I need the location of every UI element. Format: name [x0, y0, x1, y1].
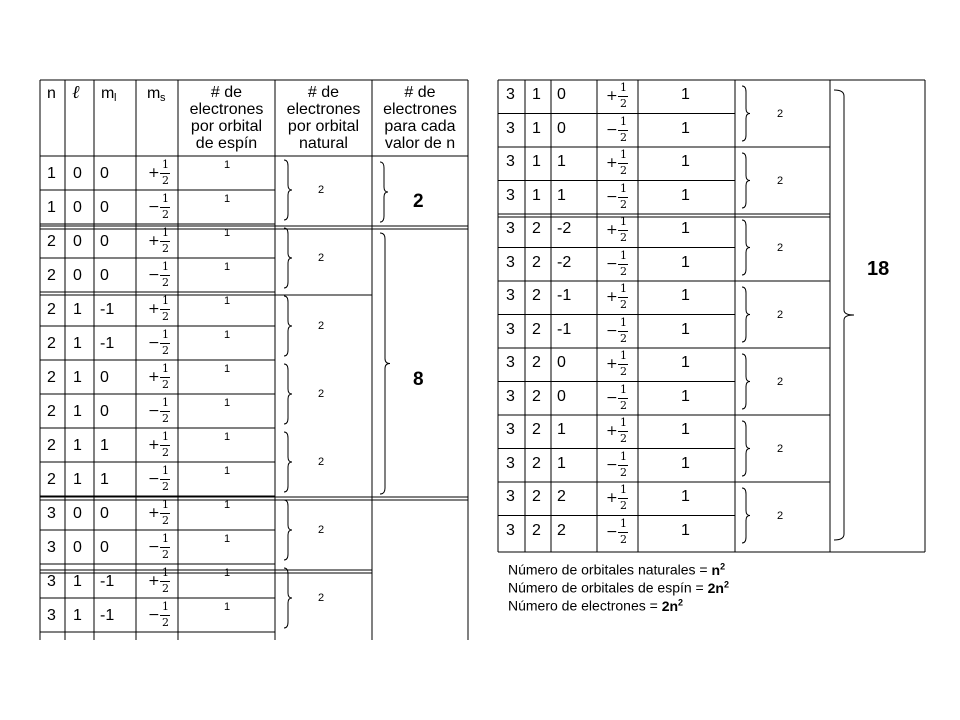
cell-l: 2: [532, 488, 541, 505]
cell-electrons: 1: [224, 261, 231, 273]
right-pair-brace: [742, 287, 750, 342]
spin-denominator: 2: [620, 331, 627, 345]
spin-denominator: 2: [162, 616, 169, 629]
cell-n: 2: [47, 233, 56, 250]
cell-ml: 0: [100, 233, 109, 250]
header-electrons-per-spin-orbital: [178, 84, 275, 152]
spin-sign: −: [148, 199, 160, 215]
right-pair-brace: [742, 488, 750, 543]
spin-fraction: [148, 227, 174, 257]
cell-ml: 0: [100, 165, 109, 182]
cell-electrons: 1: [224, 159, 231, 171]
header-electrons-per-natural-orbital-line: electrones: [286, 101, 361, 118]
spin-fraction: [606, 451, 632, 481]
cell-l: 1: [73, 607, 82, 624]
cell-electrons: 1: [224, 465, 231, 477]
cell-n: 3: [47, 573, 56, 590]
cell-l: 1: [532, 86, 541, 103]
cell-n: 2: [47, 301, 56, 318]
right-pair-total: 2: [777, 509, 784, 522]
spin-numerator: 1: [162, 396, 169, 409]
right-pair-total: 2: [777, 375, 784, 388]
cell-electrons: 1: [681, 454, 690, 472]
right-pair-total: 2: [777, 174, 784, 187]
spin-denominator: 2: [162, 412, 169, 425]
cell-ml: 1: [557, 186, 566, 204]
spin-fraction: [606, 417, 632, 447]
spin-fraction: [148, 533, 174, 563]
spin-denominator: 2: [620, 298, 627, 311]
header-ml: m: [101, 85, 115, 102]
cell-electrons: 1: [224, 499, 231, 511]
cell-n: 2: [47, 267, 56, 284]
cell-electrons: 1: [681, 253, 690, 271]
spin-denominator: 2: [162, 480, 169, 493]
spin-sign: −: [148, 539, 160, 555]
spin-sign: −: [606, 322, 618, 339]
spin-fraction: [606, 317, 632, 347]
cell-n: 3: [506, 320, 515, 338]
header-electrons-per-n: [372, 84, 468, 152]
spin-numerator: 1: [162, 192, 169, 205]
cell-n: 2: [47, 437, 56, 454]
cell-l: 0: [73, 199, 82, 216]
cell-n: 3: [506, 86, 515, 103]
cell-ml: 0: [557, 86, 566, 103]
cell-electrons: 1: [224, 363, 231, 375]
spin-fraction: [148, 295, 174, 325]
cell-ml: -1: [557, 287, 572, 304]
cell-n: 3: [47, 607, 56, 624]
cell-electrons: 1: [681, 86, 690, 103]
spin-sign: +: [606, 289, 618, 305]
spin-fraction: [148, 397, 174, 427]
cell-ml: -1: [100, 573, 115, 590]
spin-denominator: 2: [620, 231, 627, 244]
spin-denominator: 2: [162, 208, 169, 221]
cell-ml: 2: [557, 488, 566, 505]
cell-electrons: 1: [224, 329, 231, 341]
spin-numerator: 1: [162, 362, 169, 375]
spin-numerator: 1: [620, 215, 627, 228]
cell-ml: 1: [100, 471, 109, 488]
footnote-electrons: Número de electrones = $2n^2$: [508, 597, 684, 614]
spin-numerator: 1: [162, 158, 169, 171]
cell-n: 1: [47, 165, 56, 182]
spin-denominator: 2: [162, 310, 169, 323]
n3-brace: [834, 90, 854, 540]
cell-electrons: 1: [224, 193, 231, 205]
pair-brace: [284, 228, 292, 288]
spin-fraction: [148, 499, 174, 529]
spin-numerator: 1: [620, 349, 627, 362]
cell-n: 2: [47, 335, 56, 352]
cell-l: 1: [73, 573, 82, 590]
spin-numerator: 1: [620, 416, 627, 429]
cell-l: 1: [73, 335, 82, 352]
spin-sign: −: [148, 267, 160, 283]
cell-l: 2: [532, 387, 541, 405]
spin-sign: +: [606, 222, 618, 238]
spin-numerator: 1: [620, 516, 627, 530]
cell-ml: 0: [557, 119, 566, 137]
spin-numerator: 1: [162, 532, 169, 545]
spin-denominator: 2: [620, 432, 627, 445]
header-electrons-per-n-line: # de: [404, 84, 436, 101]
header-n: n: [47, 85, 56, 102]
cell-electrons: 1: [681, 387, 690, 405]
cell-electrons: 1: [681, 521, 690, 539]
n3-total: 18: [867, 258, 890, 280]
pair-brace: [284, 500, 292, 560]
cell-ml: 0: [557, 354, 566, 371]
spin-numerator: 1: [162, 498, 169, 511]
cell-n: 3: [506, 153, 515, 170]
spin-numerator: 1: [620, 148, 627, 161]
cell-electrons: 1: [681, 421, 690, 438]
cell-ml: 1: [100, 437, 109, 454]
cell-l: 0: [73, 165, 82, 182]
cell-electrons: 1: [681, 119, 690, 137]
cell-ml: -1: [100, 301, 115, 318]
spin-numerator: 1: [620, 181, 627, 195]
cell-electrons: 1: [681, 320, 690, 338]
spin-fraction: [606, 149, 632, 179]
spin-denominator: 2: [162, 276, 169, 289]
right-pair-total: 2: [777, 107, 784, 120]
pair-total: 2: [318, 388, 325, 400]
header-electrons-per-n-line: para cada: [384, 118, 456, 135]
cell-l: 2: [532, 521, 541, 539]
spin-denominator: 2: [620, 365, 627, 378]
n1-total: 2: [413, 191, 424, 212]
cell-l: 2: [532, 220, 541, 237]
spin-fraction: [606, 216, 632, 246]
header-electrons-per-spin-orbital-line: # de: [210, 84, 243, 101]
spin-denominator: 2: [620, 197, 627, 211]
right-pair-total: 2: [777, 442, 784, 455]
spin-sign: −: [606, 188, 618, 205]
cell-l: 2: [532, 320, 541, 338]
cell-n: 3: [506, 186, 515, 204]
cell-n: 3: [506, 253, 515, 271]
cell-ml: 1: [557, 153, 566, 170]
spin-numerator: 1: [162, 600, 169, 613]
cell-n: 3: [47, 539, 56, 556]
pair-total: 2: [318, 592, 325, 604]
header-electrons-per-natural-orbital: [275, 84, 372, 152]
spin-fraction: [606, 116, 632, 146]
cell-n: 1: [47, 199, 56, 216]
pair-brace: [284, 364, 292, 424]
cell-ml: 1: [557, 421, 566, 438]
right-pair-brace: [742, 421, 750, 476]
header-electrons-per-natural-orbital-line: # de: [307, 84, 340, 101]
spin-fraction: [606, 283, 632, 313]
spin-denominator: 2: [162, 174, 169, 187]
cell-electrons: 1: [681, 153, 690, 170]
spin-sign: +: [148, 437, 160, 453]
pair-total: 2: [318, 252, 325, 264]
cell-l: 1: [73, 437, 82, 454]
spin-fraction: [148, 567, 174, 597]
spin-denominator: 2: [162, 242, 169, 255]
spin-sign: +: [148, 573, 160, 589]
spin-sign: +: [148, 505, 160, 521]
cell-n: 3: [506, 287, 515, 304]
cell-electrons: 1: [224, 567, 231, 579]
header-electrons-per-n-line: valor de n: [384, 135, 456, 152]
footnote-spin-orbitals: Número de orbitales de espín = $2n^2$: [508, 579, 729, 596]
spin-denominator: 2: [162, 378, 169, 391]
cell-ml: 0: [100, 505, 109, 522]
cell-n: 3: [506, 387, 515, 405]
header-l: ℓ: [72, 82, 80, 103]
cell-ml: -1: [100, 607, 115, 624]
n2-total: 8: [413, 369, 424, 390]
cell-electrons: 1: [681, 287, 690, 304]
cell-n: 3: [506, 521, 515, 539]
spin-fraction: [606, 82, 632, 112]
pair-brace: [284, 432, 292, 492]
cell-electrons: 1: [224, 533, 231, 545]
header-ml-sub: l: [114, 92, 117, 104]
spin-numerator: 1: [162, 328, 169, 341]
cell-l: 1: [73, 369, 82, 386]
header-ms: m: [147, 85, 161, 102]
spin-denominator: 2: [620, 465, 627, 479]
cell-l: 2: [532, 421, 541, 438]
cell-l: 1: [73, 301, 82, 318]
right-pair-brace: [742, 153, 750, 208]
spin-fraction: [606, 250, 632, 280]
cell-l: 1: [73, 471, 82, 488]
cell-l: 1: [532, 119, 541, 137]
spin-sign: −: [148, 607, 160, 623]
right-pair-total: 2: [777, 241, 784, 254]
spin-fraction: [606, 484, 632, 514]
spin-sign: +: [148, 369, 160, 385]
spin-sign: +: [606, 490, 618, 506]
spin-fraction: [606, 384, 632, 414]
spin-sign: +: [606, 356, 618, 372]
spin-denominator: 2: [620, 97, 627, 110]
spin-fraction: [148, 261, 174, 291]
spin-denominator: 2: [162, 548, 169, 561]
right-pair-brace: [742, 354, 750, 409]
spin-sign: −: [606, 456, 618, 473]
cell-l: 1: [73, 403, 82, 420]
cell-l: 0: [73, 233, 82, 250]
spin-denominator: 2: [162, 446, 169, 459]
cell-l: 0: [73, 539, 82, 556]
cell-l: 0: [73, 505, 82, 522]
cell-electrons: 1: [681, 220, 690, 237]
cell-n: 2: [47, 403, 56, 420]
header-electrons-per-natural-orbital-line: natural: [299, 135, 348, 152]
spin-sign: −: [148, 403, 160, 419]
spin-denominator: 2: [620, 264, 627, 278]
cell-l: 1: [532, 186, 541, 204]
spin-denominator: 2: [620, 499, 627, 512]
cell-ml: 0: [100, 267, 109, 284]
right-pair-brace: [742, 86, 750, 141]
spin-sign: −: [148, 471, 160, 487]
n2-brace: [380, 233, 390, 494]
spin-numerator: 1: [162, 464, 169, 477]
cell-n: 3: [506, 488, 515, 505]
pair-total: 2: [318, 320, 325, 332]
spin-fraction: [148, 465, 174, 495]
spin-sign: −: [148, 335, 160, 351]
spin-numerator: 1: [162, 566, 169, 579]
cell-ml: -2: [557, 220, 572, 237]
cell-l: 0: [73, 267, 82, 284]
spin-sign: −: [606, 523, 618, 540]
cell-ml: 1: [557, 454, 566, 472]
cell-electrons: 1: [224, 227, 231, 239]
cell-n: 3: [506, 421, 515, 438]
header-electrons-per-spin-orbital-line: por orbital: [190, 118, 263, 135]
cell-ml: 0: [100, 539, 109, 556]
spin-numerator: 1: [620, 315, 627, 329]
spin-sign: +: [148, 301, 160, 317]
spin-numerator: 1: [620, 81, 627, 94]
spin-fraction: [148, 363, 174, 393]
spin-denominator: 2: [620, 398, 627, 412]
spin-sign: +: [606, 88, 618, 104]
cell-ml: 2: [557, 521, 566, 539]
cell-ml: -1: [557, 320, 572, 338]
header-electrons-per-spin-orbital-line: de espín: [195, 135, 258, 152]
cell-n: 2: [47, 471, 56, 488]
cell-ml: -1: [100, 335, 115, 352]
cell-n: 3: [506, 454, 515, 472]
cell-electrons: 1: [681, 488, 690, 505]
cell-n: 3: [47, 505, 56, 522]
cell-l: 2: [532, 287, 541, 304]
spin-sign: +: [606, 155, 618, 171]
spin-fraction: [148, 431, 174, 461]
spin-fraction: [606, 350, 632, 380]
n1-brace: [380, 162, 388, 222]
spin-numerator: 1: [620, 282, 627, 295]
spin-numerator: 1: [620, 382, 627, 396]
cell-n: 3: [506, 119, 515, 137]
cell-ml: -2: [557, 253, 572, 271]
cell-electrons: 1: [681, 354, 690, 371]
spin-sign: −: [606, 121, 618, 138]
cell-ml: 0: [100, 403, 109, 420]
header-electrons-per-natural-orbital-line: por orbital: [287, 118, 360, 135]
spin-fraction: [148, 159, 174, 189]
cell-n: 3: [506, 354, 515, 371]
spin-fraction: [606, 518, 632, 548]
spin-sign: −: [606, 389, 618, 406]
spin-sign: +: [148, 165, 160, 181]
cell-electrons: 1: [224, 397, 231, 409]
header-electrons-per-spin-orbital-line: electrones: [189, 101, 264, 118]
spin-denominator: 2: [162, 344, 169, 357]
header-electrons-per-n-line: electrones: [383, 101, 457, 118]
spin-denominator: 2: [620, 532, 627, 546]
pair-brace: [284, 568, 292, 628]
cell-electrons: 1: [224, 601, 231, 613]
spin-numerator: 1: [162, 430, 169, 443]
spin-fraction: [148, 329, 174, 359]
spin-denominator: 2: [162, 514, 169, 527]
spin-numerator: 1: [620, 248, 627, 262]
right-pair-total: 2: [777, 308, 784, 321]
spin-fraction: [148, 601, 174, 631]
pair-total: 2: [318, 456, 325, 468]
pair-brace: [284, 296, 292, 356]
footnote-natural-orbitals: Número de orbitales naturales = $n^2$: [508, 561, 726, 578]
cell-l: 2: [532, 253, 541, 271]
cell-l: 2: [532, 354, 541, 371]
spin-numerator: 1: [162, 226, 169, 239]
spin-sign: −: [606, 255, 618, 272]
spin-fraction: [148, 193, 174, 223]
spin-numerator: 1: [620, 449, 627, 463]
cell-n: 3: [506, 220, 515, 237]
cell-ml: 0: [100, 369, 109, 386]
cell-electrons: 1: [224, 431, 231, 443]
spin-sign: +: [148, 233, 160, 249]
pair-brace: [284, 160, 292, 220]
cell-n: 2: [47, 369, 56, 386]
cell-l: 2: [532, 454, 541, 472]
cell-ml: 0: [557, 387, 566, 405]
spin-denominator: 2: [620, 130, 627, 144]
spin-denominator: 2: [162, 582, 169, 595]
pair-total: 2: [318, 524, 325, 536]
cell-ml: 0: [100, 199, 109, 216]
spin-fraction: [606, 183, 632, 213]
spin-numerator: 1: [620, 483, 627, 496]
pair-total: 2: [318, 184, 325, 196]
cell-electrons: 1: [681, 186, 690, 204]
spin-numerator: 1: [162, 260, 169, 273]
right-pair-brace: [742, 220, 750, 275]
spin-numerator: 1: [620, 114, 627, 128]
spin-sign: +: [606, 423, 618, 439]
header-ms-sub: s: [160, 92, 166, 104]
cell-l: 1: [532, 153, 541, 170]
cell-electrons: 1: [224, 295, 231, 307]
spin-numerator: 1: [162, 294, 169, 307]
spin-denominator: 2: [620, 164, 627, 177]
